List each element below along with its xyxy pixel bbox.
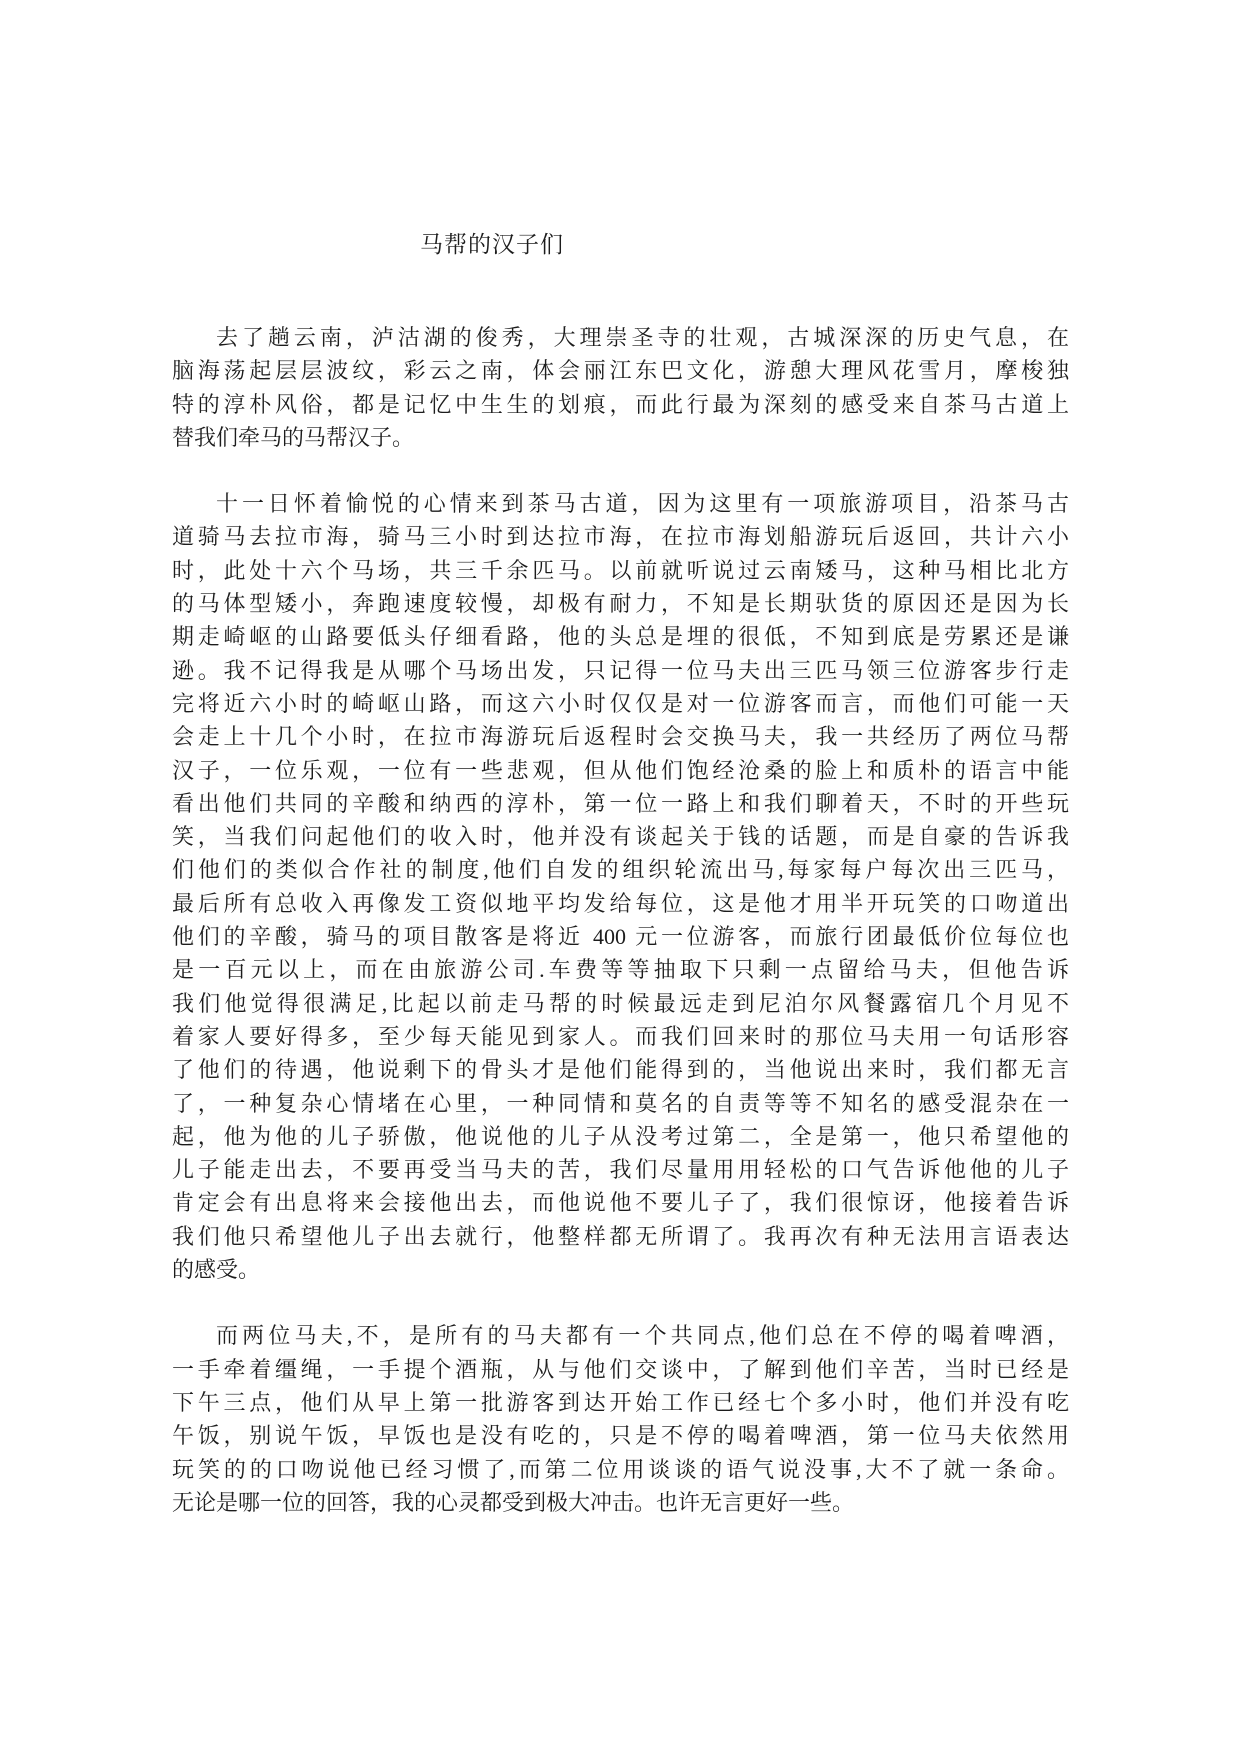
text-line: 起，他为他的儿子骄傲，他说他的儿子从没考过第二，全是第一，他只希望他的: [172, 1123, 1069, 1149]
text-line: 脑海荡起层层波纹，彩云之南，体会丽江东巴文化，游憩大理风花雪月，摩梭独: [172, 358, 1069, 384]
text-line: 十一日怀着愉悦的心情来到茶马古道，因为这里有一项旅游项目，沿茶马古: [216, 491, 1069, 517]
text-line: 替我们牵马的马帮汉子。: [172, 424, 415, 450]
text-line: 儿子能走出去，不要再受当马夫的苦，我们尽量用用轻松的口气告诉他他的儿子: [172, 1157, 1069, 1183]
text-line: 了，一种复杂心情堵在心里，一种同情和莫名的自责等等不知名的感受混杂在一: [172, 1090, 1069, 1116]
document-body: [172, 321, 1069, 1519]
text-line: 期走崎岖的山路要低头仔细看路，他的头总是埋的很低，不知到底是劳累还是谦: [172, 624, 1069, 650]
text-line: 会走上十几个小时，在拉市海游玩后返程时会交换马夫，我一共经历了两位马帮: [172, 724, 1069, 750]
text-line: 的感受。: [172, 1257, 261, 1283]
text-line: 他们的辛酸，骑马的项目散客是将近 400 元一位游客，而旅行团最低价位每位也: [172, 924, 1069, 950]
text-line: 无论是哪一位的回答，我的心灵都受到极大冲击。也许无言更好一些。: [172, 1489, 855, 1515]
text-line: 玩笑的的口吻说他已经习惯了,而第二位用谈谈的语气说没事,大不了就一条命。: [172, 1456, 1069, 1482]
text-line: 是一百元以上，而在由旅游公司.车费等等抽取下只剩一点留给马夫，但他告诉: [172, 957, 1069, 983]
text-line: 去了趟云南，泸沽湖的俊秀，大理崇圣寺的壮观，古城深深的历史气息，在: [216, 325, 1069, 350]
text-line: 午饭，别说午饭，早饭也是没有吃的，只是不停的喝着啤酒，第一位马夫依然用: [172, 1423, 1069, 1449]
document-title: 马帮的汉子们: [420, 232, 564, 257]
text-line: 一手牵着缰绳，一手提个酒瓶，从与他们交谈中，了解到他们辛苦，当时已经是: [172, 1356, 1069, 1382]
document-content: [172, 228, 1069, 1519]
text-line: 肯定会有出息将来会接他出去，而他说他不要儿子了，我们很惊讶，他接着告诉: [172, 1190, 1069, 1216]
text-line: 汉子，一位乐观，一位有一些悲观，但从他们饱经沧桑的脸上和质朴的语言中能: [172, 757, 1069, 783]
paragraph-3: [172, 1319, 1069, 1519]
text-line: 时，此处十六个马场，共三千余匹马。以前就听说过云南矮马，这种马相比北方: [172, 557, 1069, 583]
text-line: 我们他只希望他儿子出去就行，他整样都无所谓了。我再次有种无法用言语表达: [172, 1223, 1069, 1249]
text-line: 看出他们共同的辛酸和纳西的淳朴，第一位一路上和我们聊着天，不时的开些玩: [172, 790, 1069, 816]
text-line: 完将近六小时的崎岖山路，而这六小时仅仅是对一位游客而言，而他们可能一天: [172, 690, 1069, 716]
text-line: 的马体型矮小，奔跑速度较慢，却极有耐力，不知是长期驮货的原因还是因为长: [172, 591, 1069, 617]
text-line: 了他们的待遇，他说剩下的骨头才是他们能得到的，当他说出来时，我们都无言: [172, 1057, 1069, 1083]
text-line: 下午三点，他们从早上第一批游客到达开始工作已经七个多小时，他们并没有吃: [172, 1389, 1069, 1415]
text-line: 而两位马夫,不，是所有的马夫都有一个共同点,他们总在不停的喝着啤酒，: [216, 1323, 1069, 1349]
text-line: 最后所有总收入再像发工资似地平均发给每位，这是他才用半开玩笑的口吻道出: [172, 890, 1069, 916]
text-line: 特的淳朴风俗，都是记忆中生生的划痕，而此行最为深刻的感受来自茶马古道上: [172, 391, 1069, 417]
text-line: 着家人要好得多，至少每天能见到家人。而我们回来时的那位马夫用一句话形容: [172, 1023, 1069, 1049]
text-line: 道骑马去拉市海，骑马三小时到达拉市海，在拉市海划船游玩后返回，共计六小: [172, 524, 1069, 550]
paragraph-1: [172, 321, 1069, 454]
text-line: 逊。我不记得我是从哪个马场出发，只记得一位马夫出三匹马领三位游客步行走: [172, 657, 1069, 683]
paragraph-2: [172, 487, 1069, 1286]
text-line: 我们他觉得很满足,比起以前走马帮的时候最远走到尼泊尔风餐露宿几个月见不: [172, 990, 1069, 1016]
text-line: 笑，当我们问起他们的收入时，他并没有谈起关于钱的话题，而是自豪的告诉我: [172, 824, 1069, 850]
text-line: 们他们的类似合作社的制度,他们自发的组织轮流出马,每家每户每次出三匹马，: [172, 857, 1069, 883]
